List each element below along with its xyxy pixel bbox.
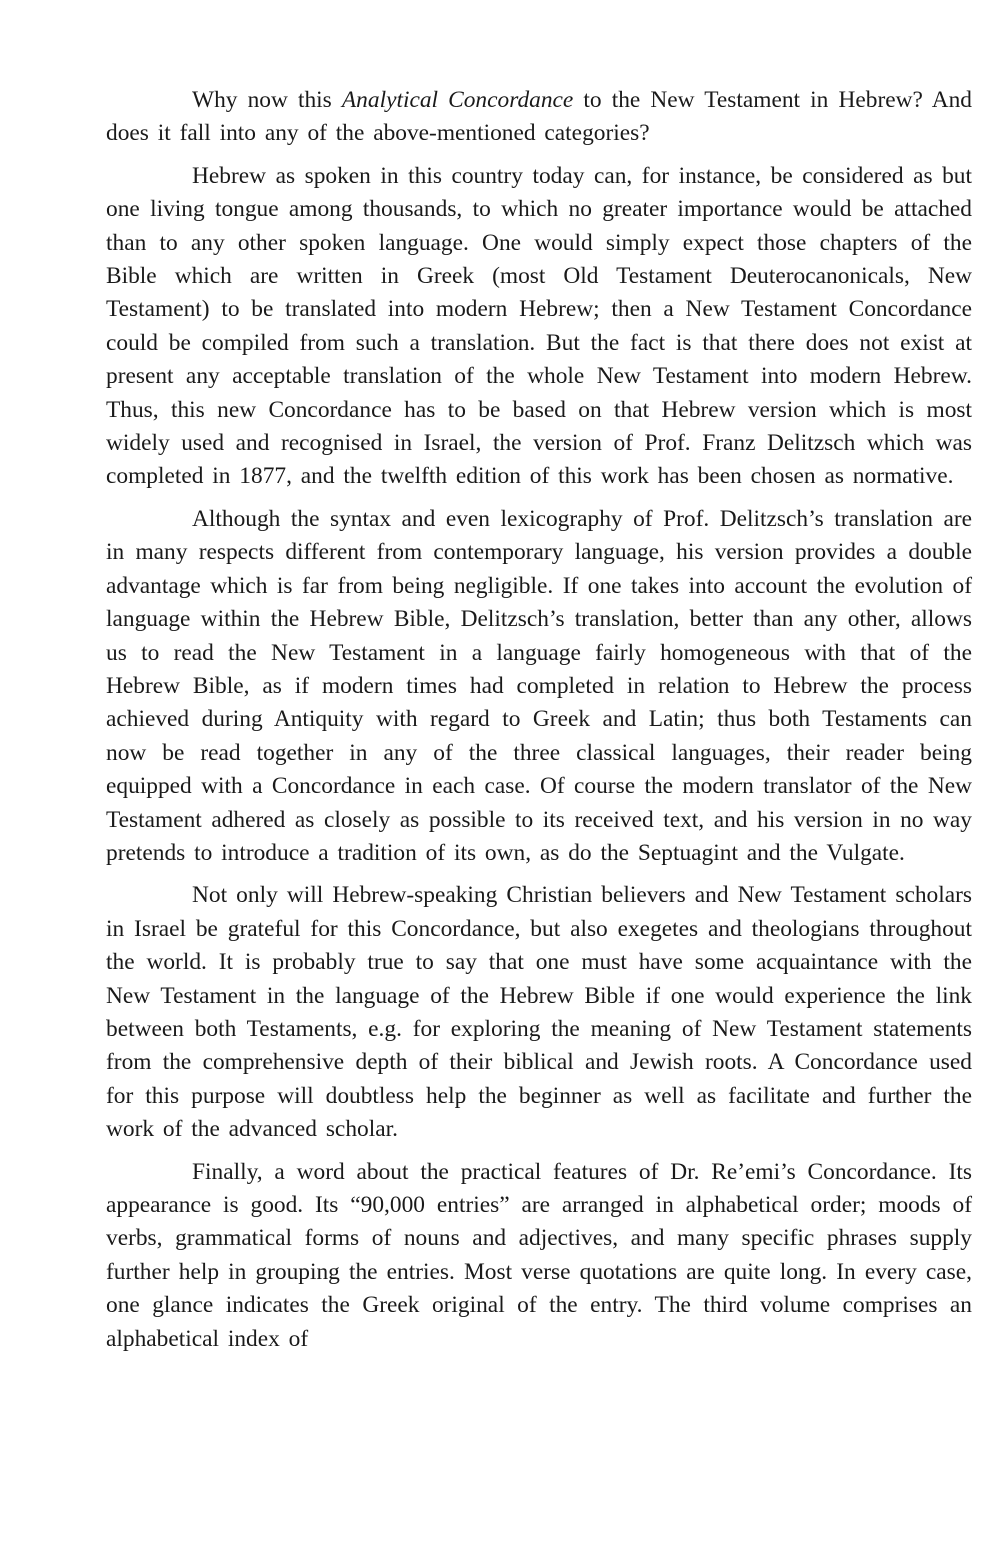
paragraph-1-rest: to the New Testament in Hebrew? And does it fall into any of the above-mentioned categories?	[106, 87, 972, 147]
paragraph-2: Hebrew as spoken in this country today can, for instance, be considered as but one living tongue among thousands, to which no greater importance would be attached than to any other spoken language. One would simply expect those chapters of the Bible which are written in Greek (most Old Testament Deuterocanonicals, New Testament) to be translated into modern Hebrew; then a New Testament Concordance could be compiled from such a translation. But the fact is that there does not exist at present any acceptable translation of the whole New Testament into modern Hebrew. Thus, this new Concordance has to be based on that Hebrew version which is most widely used and recognised in Israel, the version of Prof. Franz Delitzsch which was completed in 1877, and the twelfth edition of this work has been chosen as normative.	[106, 162, 972, 490]
concordance-title-italic: Analytical Concordance	[341, 87, 574, 113]
paragraph-3: Although the syntax and even lexicography of Prof. Delitzsch’s translation are in many respects different from contemporary language, his version provides a double advantage which is far from being negligible. If one takes into account the evolution of language within the Hebrew Bible, Delitzsch’s translation, better than any other, allows us to read the New Testament in a language fairly homogeneous with that of the Hebrew Bible, as if modern times had completed in relation to Hebrew the process achieved during Antiquity with regard to Greek and Latin; thus both Testaments can now be read together in any of the three classical languages, their reader being equipped with a Concordance in each case. Of course the modern translator of the New Testament adhered as closely as possible to its received text, and his version in no way pretends to introduce a tradition of its own, as do the Septuagint and the Vulgate.	[106, 505, 972, 866]
paragraph-5: Finally, a word about the practical features of Dr. Re’emi’s Concordance. Its appearance is good. Its “90,000 entries” are arranged in alphabetical order; moods of verbs, grammatical forms of nouns and adjectives, and many specific phrases supply further help in grouping the entries. Most verse quotations are quite long. In every case, one glance indicates the Greek original of the entry. The third volume comprises an alphabetical index of	[106, 1158, 972, 1352]
paragraph-1-lead: Why now this	[192, 87, 342, 113]
text-body	[106, 84, 972, 1356]
paragraph-1	[106, 84, 972, 151]
paragraph-4: Not only will Hebrew-speaking Christian believers and New Testament scholars in Israel be grateful for this Concordance, but also exegetes and theologians throughout the world. It is probably true to say that one must have some acquaintance with the New Testament in the language of the Hebrew Bible if one would experience the link between both Testaments, e.g. for exploring the meaning of New Testament statements from the comprehensive depth of their biblical and Jewish roots. A Concordance used for this purpose will doubtless help the beginner as well as facilitate and further the work of the advanced scholar.	[106, 882, 972, 1143]
